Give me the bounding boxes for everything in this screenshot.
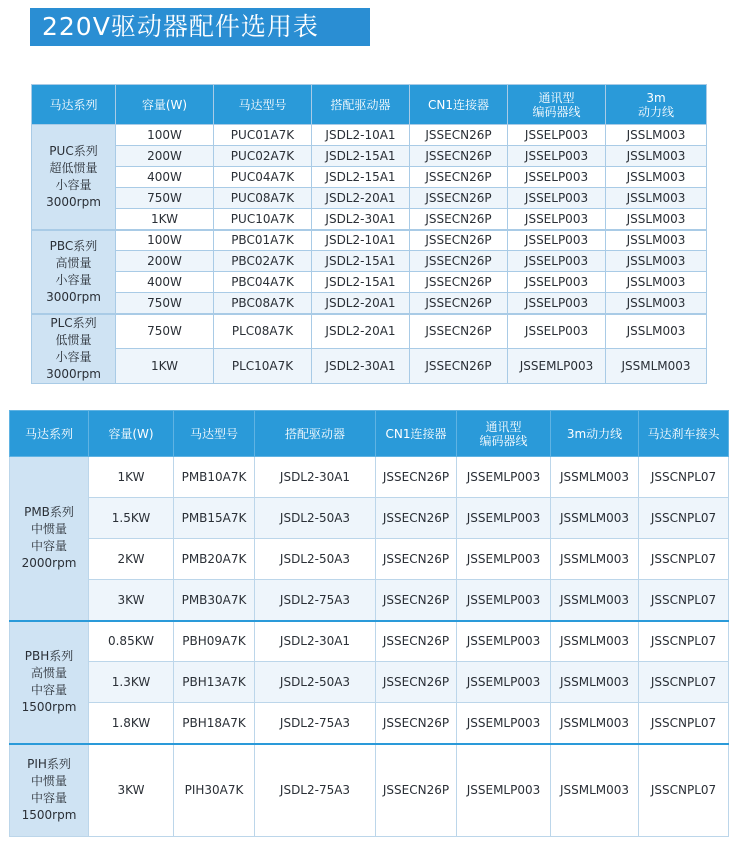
series-cell: PUC系列 超低惯量 小容量 3000rpm	[32, 125, 116, 230]
table-cell: JSSMLM003	[551, 457, 639, 498]
column-header: 搭配驱动器	[312, 85, 410, 125]
table-cell: JSSEMLP003	[457, 498, 551, 539]
table-cell: JSSEMLP003	[457, 662, 551, 703]
table-cell: PBC08A7K	[214, 293, 312, 314]
table-cell: 200W	[116, 251, 214, 272]
table-cell: PBH13A7K	[174, 662, 255, 703]
table-cell: JSSCNPL07	[639, 580, 729, 621]
series-cell: PIH系列 中惯量 中容量 1500rpm	[10, 744, 89, 837]
table-cell: PUC10A7K	[214, 209, 312, 230]
table-cell: PUC01A7K	[214, 125, 312, 146]
table-cell: JSDL2-15A1	[312, 251, 410, 272]
table-cell: JSSCNPL07	[639, 498, 729, 539]
table-row	[10, 539, 729, 580]
table-cell: JSSECN26P	[410, 314, 508, 349]
table-row	[32, 230, 707, 251]
table-cell: JSSECN26P	[410, 272, 508, 293]
table-cell: JSSELP003	[508, 293, 606, 314]
table-cell: 400W	[116, 167, 214, 188]
table-cell: JSSELP003	[508, 167, 606, 188]
table-cell: JSDL2-75A3	[255, 703, 376, 744]
column-header: CN1连接器	[376, 411, 457, 457]
table-cell: JSSELP003	[508, 272, 606, 293]
table-cell: JSSECN26P	[376, 744, 457, 837]
table-row	[10, 662, 729, 703]
table-cell: JSSCNPL07	[639, 539, 729, 580]
table-cell: JSSECN26P	[410, 125, 508, 146]
table-row	[10, 457, 729, 498]
table-cell: JSSLM003	[606, 251, 707, 272]
table-cell: JSSLM003	[606, 209, 707, 230]
table-cell: JSDL2-75A3	[255, 744, 376, 837]
column-header: 马达系列	[10, 411, 89, 457]
table-cell: JSSLM003	[606, 314, 707, 349]
table-cell: JSSEMLP003	[457, 744, 551, 837]
table-cell: 3KW	[89, 580, 174, 621]
table-row	[32, 167, 707, 188]
series-cell: PBH系列 高惯量 中容量 1500rpm	[10, 621, 89, 744]
table-cell: JSSELP003	[508, 125, 606, 146]
table-cell: JSSMLM003	[551, 580, 639, 621]
accessory-table-2	[9, 410, 729, 837]
table-cell: JSSECN26P	[410, 188, 508, 209]
table-cell: JSSCNPL07	[639, 703, 729, 744]
table-cell: JSDL2-20A1	[312, 314, 410, 349]
table-cell: JSSMLM003	[551, 662, 639, 703]
table-cell: JSSELP003	[508, 146, 606, 167]
table-header-row	[10, 411, 729, 457]
table-cell: PBC02A7K	[214, 251, 312, 272]
table-cell: 750W	[116, 314, 214, 349]
table-cell: JSDL2-30A1	[255, 621, 376, 662]
table-cell: JSSLM003	[606, 230, 707, 251]
table-cell: JSSCNPL07	[639, 457, 729, 498]
table-cell: JSDL2-30A1	[255, 457, 376, 498]
table-row	[32, 125, 707, 146]
table-cell: JSSECN26P	[410, 230, 508, 251]
column-header: 马达系列	[32, 85, 116, 125]
column-header: 马达刹车接头	[639, 411, 729, 457]
table-cell: JSDL2-30A1	[312, 348, 410, 383]
table-cell: JSDL2-15A1	[312, 272, 410, 293]
table-row	[32, 146, 707, 167]
table-cell: 100W	[116, 230, 214, 251]
table-cell: 750W	[116, 293, 214, 314]
table-row	[32, 293, 707, 314]
column-header: 3m 动力线	[606, 85, 707, 125]
table-cell: JSDL2-10A1	[312, 230, 410, 251]
table-cell: JSSEMLP003	[457, 621, 551, 662]
table-cell: JSSEMLP003	[457, 539, 551, 580]
table-cell: JSSMLM003	[551, 621, 639, 662]
table-cell: JSSEMLP003	[457, 580, 551, 621]
table-row	[10, 580, 729, 621]
table-cell: 3KW	[89, 744, 174, 837]
column-header: 马达型号	[174, 411, 255, 457]
table-cell: PMB20A7K	[174, 539, 255, 580]
table-row	[10, 744, 729, 837]
table-cell: JSDL2-20A1	[312, 188, 410, 209]
table-cell: JSSEMLP003	[457, 457, 551, 498]
table-cell: PBH18A7K	[174, 703, 255, 744]
table-cell: 200W	[116, 146, 214, 167]
table-cell: JSSECN26P	[376, 539, 457, 580]
column-header: 通讯型 编码器线	[457, 411, 551, 457]
table-cell: PBC01A7K	[214, 230, 312, 251]
table-cell: JSSEMLP003	[508, 348, 606, 383]
table-cell: JSSECN26P	[410, 348, 508, 383]
table-cell: PUC08A7K	[214, 188, 312, 209]
table-row	[32, 314, 707, 349]
table-cell: PUC02A7K	[214, 146, 312, 167]
column-header: 通讯型 编码器线	[508, 85, 606, 125]
table-cell: PMB10A7K	[174, 457, 255, 498]
column-header: 马达型号	[214, 85, 312, 125]
table-row	[32, 348, 707, 383]
table-row	[10, 498, 729, 539]
table-cell: JSDL2-50A3	[255, 498, 376, 539]
table-cell: JSDL2-15A1	[312, 167, 410, 188]
column-header: 3m动力线	[551, 411, 639, 457]
table-cell: JSDL2-75A3	[255, 580, 376, 621]
table-row	[10, 621, 729, 662]
table-header-row	[32, 85, 707, 125]
table-cell: PBH09A7K	[174, 621, 255, 662]
table-cell: JSSECN26P	[410, 146, 508, 167]
table-cell: JSSCNPL07	[639, 744, 729, 837]
table-cell: PMB30A7K	[174, 580, 255, 621]
table-cell: JSDL2-20A1	[312, 293, 410, 314]
table-cell: 400W	[116, 272, 214, 293]
table-cell: JSSMLM003	[551, 539, 639, 580]
series-cell: PBC系列 高惯量 小容量 3000rpm	[32, 230, 116, 314]
table-cell: JSSLM003	[606, 167, 707, 188]
table-cell: PLC10A7K	[214, 348, 312, 383]
table-row	[32, 251, 707, 272]
column-header: 搭配驱动器	[255, 411, 376, 457]
table-cell: 100W	[116, 125, 214, 146]
column-header: CN1连接器	[410, 85, 508, 125]
table-cell: JSSECN26P	[376, 498, 457, 539]
table-cell: JSDL2-15A1	[312, 146, 410, 167]
table-cell: JSSECN26P	[376, 580, 457, 621]
table-cell: JSSELP003	[508, 314, 606, 349]
table-row	[32, 272, 707, 293]
table-cell: JSSLM003	[606, 188, 707, 209]
table-cell: JSSLM003	[606, 272, 707, 293]
table-cell: JSDL2-10A1	[312, 125, 410, 146]
column-header: 容量(W)	[89, 411, 174, 457]
table-row	[10, 703, 729, 744]
table-cell: JSSELP003	[508, 209, 606, 230]
table-cell: 1KW	[89, 457, 174, 498]
table-cell: JSSLM003	[606, 293, 707, 314]
table-cell: JSSEMLP003	[457, 703, 551, 744]
table-cell: 1KW	[116, 209, 214, 230]
table-cell: PLC08A7K	[214, 314, 312, 349]
table-cell: JSSECN26P	[410, 293, 508, 314]
table-cell: JSDL2-50A3	[255, 539, 376, 580]
table-cell: PUC04A7K	[214, 167, 312, 188]
table-cell: JSSECN26P	[410, 167, 508, 188]
table-cell: JSSELP003	[508, 251, 606, 272]
table-cell: 1.3KW	[89, 662, 174, 703]
table-cell: JSSMLM003	[551, 703, 639, 744]
table-cell: 2KW	[89, 539, 174, 580]
table-cell: JSSMLM003	[551, 498, 639, 539]
table-cell: JSDL2-50A3	[255, 662, 376, 703]
table-cell: JSSECN26P	[376, 457, 457, 498]
table-cell: 750W	[116, 188, 214, 209]
table-cell: JSSECN26P	[376, 621, 457, 662]
series-cell: PLC系列 低惯量 小容量 3000rpm	[32, 314, 116, 384]
table-cell: 1KW	[116, 348, 214, 383]
table-cell: JSSELP003	[508, 188, 606, 209]
table-cell: PBC04A7K	[214, 272, 312, 293]
table-cell: JSSMLM003	[606, 348, 707, 383]
table-cell: JSDL2-30A1	[312, 209, 410, 230]
table-cell: 1.5KW	[89, 498, 174, 539]
table-cell: JSSLM003	[606, 146, 707, 167]
table-cell: JSSLM003	[606, 125, 707, 146]
table-row	[32, 188, 707, 209]
table-cell: JSSMLM003	[551, 744, 639, 837]
table-cell: PMB15A7K	[174, 498, 255, 539]
table-cell: JSSECN26P	[376, 703, 457, 744]
table-cell: JSSECN26P	[410, 251, 508, 272]
table-cell: JSSCNPL07	[639, 662, 729, 703]
table-cell: JSSELP003	[508, 230, 606, 251]
series-cell: PMB系列 中惯量 中容量 2000rpm	[10, 457, 89, 621]
table-cell: JSSECN26P	[376, 662, 457, 703]
table-cell: 0.85KW	[89, 621, 174, 662]
accessory-table-1	[31, 84, 707, 384]
table-cell: JSSCNPL07	[639, 621, 729, 662]
table-row	[32, 209, 707, 230]
table-cell: PIH30A7K	[174, 744, 255, 837]
table-cell: 1.8KW	[89, 703, 174, 744]
page-title: 220V驱动器配件选用表	[30, 8, 370, 46]
table-cell: JSSECN26P	[410, 209, 508, 230]
column-header: 容量(W)	[116, 85, 214, 125]
